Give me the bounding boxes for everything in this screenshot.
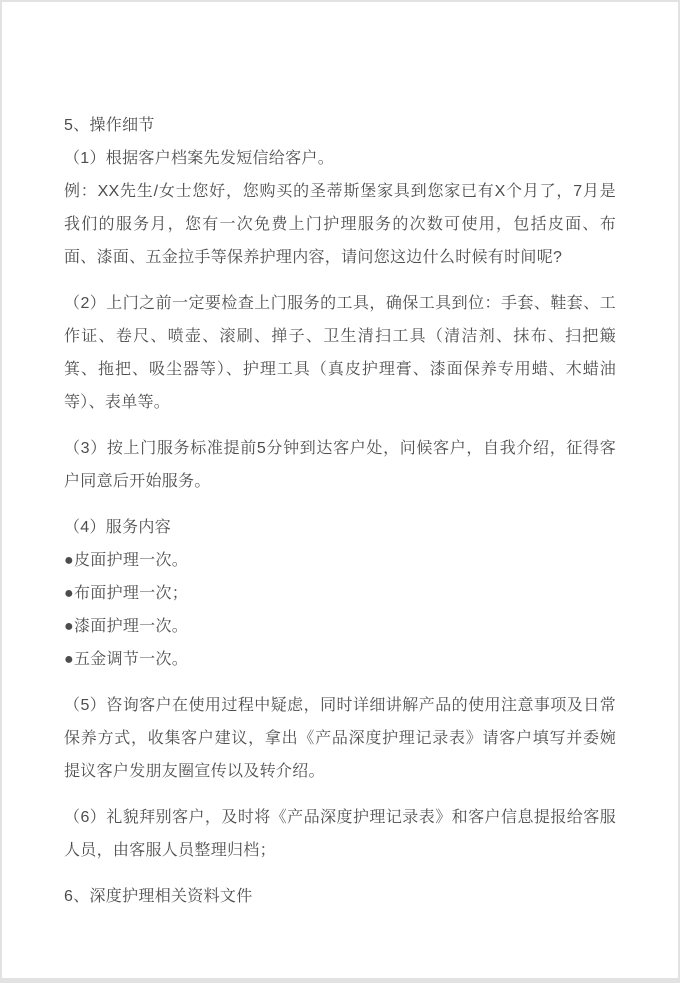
step-3-paragraph: （3）按上门服务标准提前5分钟到达客户处，问候客户，自我介绍，征得客户同意后开始服务。 (64, 440, 616, 490)
document-page (2, 2, 678, 978)
step-1-paragraph: （1）根据客户档案先发短信给客户。 (64, 150, 334, 167)
section-5-heading: 5、操作细节 (64, 117, 155, 134)
step-2-paragraph: （2）上门之前一定要检查上门服务的工具，确保工具到位：手套、鞋套、工作证、卷尺、喷壶、滚刷、掸子、卫生清扫工具（清洁剂、抹布、扫把簸箕、拖把、吸尘器等）、护理工具（真皮护理膏、漆面保养专用蜡、木蜡油等）、表单等。 (64, 295, 616, 411)
section-6-heading: 6、深度护理相关资料文件 (64, 888, 253, 905)
service-item-hardware: ●五金调节一次。 (64, 651, 189, 668)
step-4-heading: （4）服务内容 (64, 519, 171, 536)
service-item-leather: ●皮面护理一次。 (64, 552, 189, 569)
step-5-paragraph: （5）咨询客户在使用过程中疑虑，同时详细讲解产品的使用注意事项及日常保养方式，收集客户建议，拿出《产品深度护理记录表》请客户填写并委婉提议客户发朋友圈宣传以及转介绍。 (64, 697, 616, 780)
example-sms-paragraph: 例：XX先生/女士您好，您购买的圣蒂斯堡家具到您家已有X个月了，7月是我们的服务月，您有一次免费上门护理服务的次数可使用，包括皮面、布面、漆面、五金拉手等保养护理内容，请问您这边什么时候有时间呢? (64, 183, 616, 266)
document-body (64, 109, 616, 913)
service-item-paint: ●漆面护理一次。 (64, 618, 189, 635)
step-6-paragraph: （6）礼貌拜别客户，及时将《产品深度护理记录表》和客户信息提报给客服人员，由客服人员整理归档； (64, 809, 616, 859)
service-item-fabric: ●布面护理一次； (64, 585, 189, 602)
